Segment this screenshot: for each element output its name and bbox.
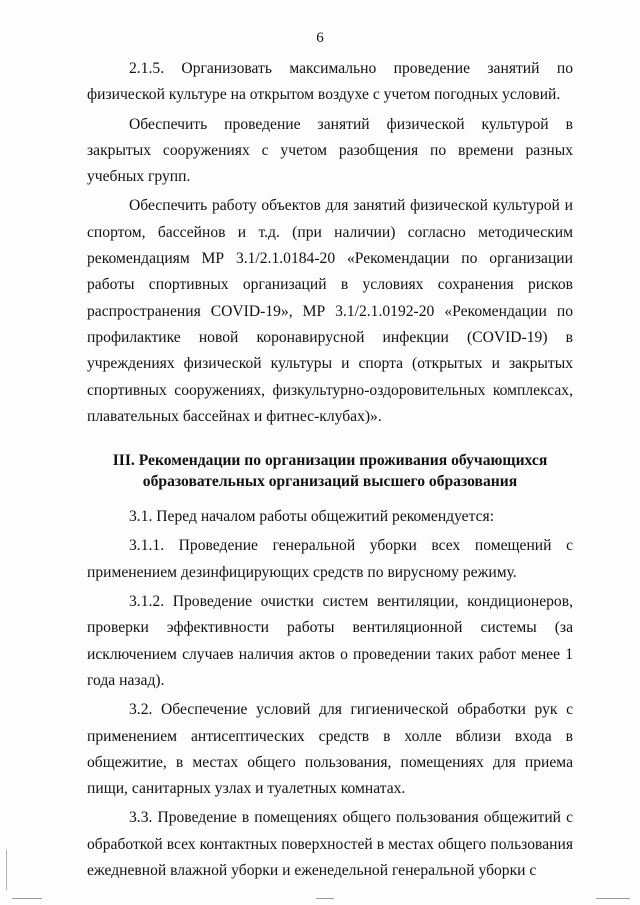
section-heading-line-2: образовательных организаций высшего образования	[142, 473, 518, 491]
paragraph-3-1: 3.1. Перед началом работы общежитий рекомендуется:	[129, 508, 495, 526]
paragraph-3-1-2: 3.1.2. Проведение очистки систем вентиляции, кондиционеров, проверки эффективности работы вентиляционной системы (за исключением случаев наличия актов о проведении таких работ менее 1 года назад).	[87, 593, 573, 689]
paragraph-sports-facilities: Обеспечить работу объектов для занятий физической культурой и спортом, бассейнов и т.д. (при наличии) согласно методическим рекомендациям МР 3.1/2.1.0184-20 «Рекомендации по организации работы спортивных организаций в условиях сохранения рисков распространения COVID-19», МР 3.1/2.1.0192-20 «Рекомендации по профилактике новой коронавирусной инфекции (COVID-19) в учреждениях физической культуры и спорта (открытых и закрытых спортивных сооружениях, физкультурно-оздоровительных комплексах, плавательных бассейнах и фитнес-клубах)».	[87, 197, 573, 425]
scan-bottom-mark-right	[596, 898, 630, 899]
paragraph-3-1-1: 3.1.1. Проведение генеральной уборки всех помещений с применением дезинфицирующих средств по вирусному режиму.	[87, 537, 573, 581]
paragraph-indoor-classes: Обеспечить проведение занятий физической культурой в закрытых сооружениях с учетом разобщения по времени разных учебных групп.	[87, 115, 573, 186]
scan-bottom-mark-left	[12, 898, 42, 899]
scan-edge-mark	[6, 850, 7, 890]
page-number: 6	[316, 30, 324, 46]
section-heading	[87, 450, 573, 492]
scan-bottom-mark-center	[316, 898, 334, 899]
paragraph-2-1-5: 2.1.5. Организовать максимально проведение занятий по физической культуре на открытом воздухе с учетом погодных условий.	[87, 60, 573, 104]
section-heading-line-1: III. Рекомендации по организации проживания обучающихся	[112, 452, 548, 470]
paragraph-3-2: 3.2. Обеспечение условий для гигиенической обработки рук с применением антисептических средств в холле вблизи входа в общежитие, в местах общего пользования, помещениях для приема пищи, санитарных узлах и туалетных комнатах.	[87, 701, 573, 798]
document-body	[87, 56, 573, 887]
paragraph-3-3: 3.3. Проведение в помещениях общего пользования общежитий с обработкой всех контактных поверхностей в местах общего пользования ежедневной влажной уборки и еженедельной генеральной уборки с	[87, 809, 573, 880]
